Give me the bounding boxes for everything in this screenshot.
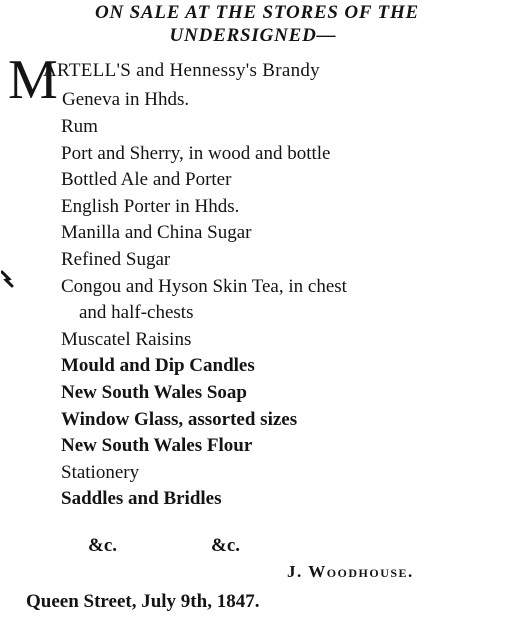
signature: J. Woodhouse. <box>287 562 414 581</box>
list-item: Port and Sherry, in wood and bottle <box>61 142 331 164</box>
drop-cap-letter: M <box>8 49 58 111</box>
list-item: Congou and Hyson Skin Tea, in chest <box>61 275 347 297</box>
list-item: New South Wales Flour <box>61 435 253 457</box>
list-item: Muscatel Raisins <box>61 328 192 350</box>
intro-second-line: Geneva in Hhds. <box>62 89 190 110</box>
list-item-continuation: and half-chests <box>79 302 194 324</box>
list-item: English Porter in Hhds. <box>61 195 240 217</box>
etc-mark-left: &c. <box>88 535 118 556</box>
list-item: Stationery <box>61 461 140 483</box>
intro-first-line: ARTELL'S and Hennessy's Brandy <box>43 60 320 81</box>
list-item: Manilla and China Sugar <box>61 222 252 244</box>
margin-mark-icon <box>1 270 15 288</box>
list-item: Mould and Dip Candles <box>61 355 255 377</box>
list-item: Bottled Ale and Porter <box>61 169 232 191</box>
list-item: Refined Sugar <box>61 248 171 270</box>
heading-line-1: ON SALE AT THE STORES OF THE <box>94 2 419 23</box>
list-item: Rum <box>61 116 98 137</box>
heading-line-2: UNDERSIGNED— <box>169 25 337 46</box>
goods-list <box>61 114 347 513</box>
dateline: Queen Street, July 9th, 1847. <box>26 591 260 612</box>
etc-mark-right: &c. <box>211 535 241 556</box>
list-item: Window Glass, assorted sizes <box>61 408 298 430</box>
list-item: New South Wales Soap <box>61 381 248 403</box>
list-item: Saddles and Bridles <box>61 488 222 510</box>
